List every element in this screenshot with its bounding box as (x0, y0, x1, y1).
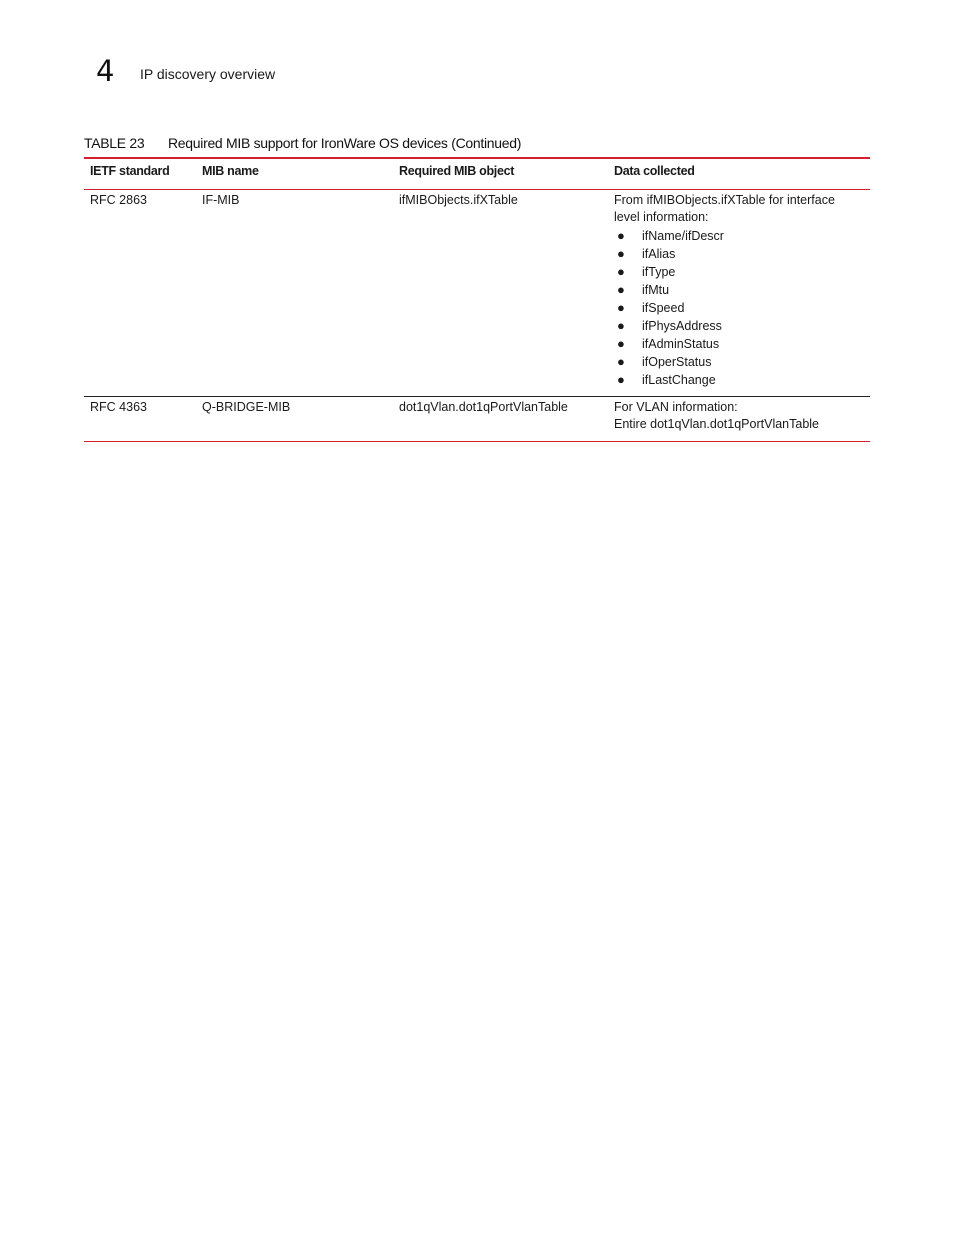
list-item: ● ifPhysAddress (617, 318, 722, 333)
table-label: TABLE 23 (84, 135, 145, 151)
chapter-title: IP discovery overview (140, 66, 276, 82)
column-header-data-collected: Data collected (614, 164, 695, 178)
data-collected-list (614, 227, 864, 389)
data-collected-line: Entire dot1qVlan.dot1qPortVlanTable (614, 417, 820, 431)
bullet-icon: ● (617, 354, 625, 369)
cell-data-collected (608, 190, 870, 397)
column-header-ietf-standard: IETF standard (90, 164, 170, 178)
column-header-mib-name: MIB name (202, 164, 259, 178)
data-collected-intro: From ifMIBObjects.ifXTable for interface level information: (614, 193, 835, 224)
table-header-row (84, 158, 870, 190)
bullet-icon: ● (617, 318, 625, 333)
bullet-icon: ● (617, 246, 625, 261)
cell-ietf-standard: RFC 4363 (90, 400, 147, 414)
bullet-icon: ● (617, 282, 625, 297)
bullet-icon: ● (617, 264, 625, 279)
cell-mib-name: Q-BRIDGE-MIB (202, 400, 291, 414)
cell-mib-name: IF-MIB (202, 193, 240, 207)
mib-support-table (84, 157, 870, 442)
chapter-number: 4 (96, 54, 115, 88)
cell-mib-object: ifMIBObjects.ifXTable (399, 193, 518, 207)
list-item: ● ifName/ifDescr (617, 228, 724, 243)
bullet-icon: ● (617, 336, 625, 351)
bullet-icon: ● (617, 372, 625, 387)
data-collected-line: For VLAN information: (614, 400, 738, 414)
list-item: ● ifOperStatus (617, 354, 712, 369)
cell-data-collected (608, 397, 870, 442)
table-row (84, 190, 870, 397)
list-item: ● ifAlias (617, 246, 676, 261)
bullet-icon: ● (617, 300, 625, 315)
column-header-required-mib-object: Required MIB object (399, 164, 515, 178)
list-item: ● ifMtu (617, 282, 670, 297)
cell-ietf-standard: RFC 2863 (90, 193, 147, 207)
list-item: ● ifType (617, 264, 676, 279)
table-title: Required MIB support for IronWare OS devices (Continued) (168, 135, 522, 151)
list-item: ● ifSpeed (617, 300, 685, 315)
list-item: ● ifLastChange (617, 372, 716, 387)
table-row (84, 397, 870, 442)
cell-mib-object: dot1qVlan.dot1qPortVlanTable (399, 400, 568, 414)
bullet-icon: ● (617, 228, 625, 243)
list-item: ● ifAdminStatus (617, 336, 720, 351)
